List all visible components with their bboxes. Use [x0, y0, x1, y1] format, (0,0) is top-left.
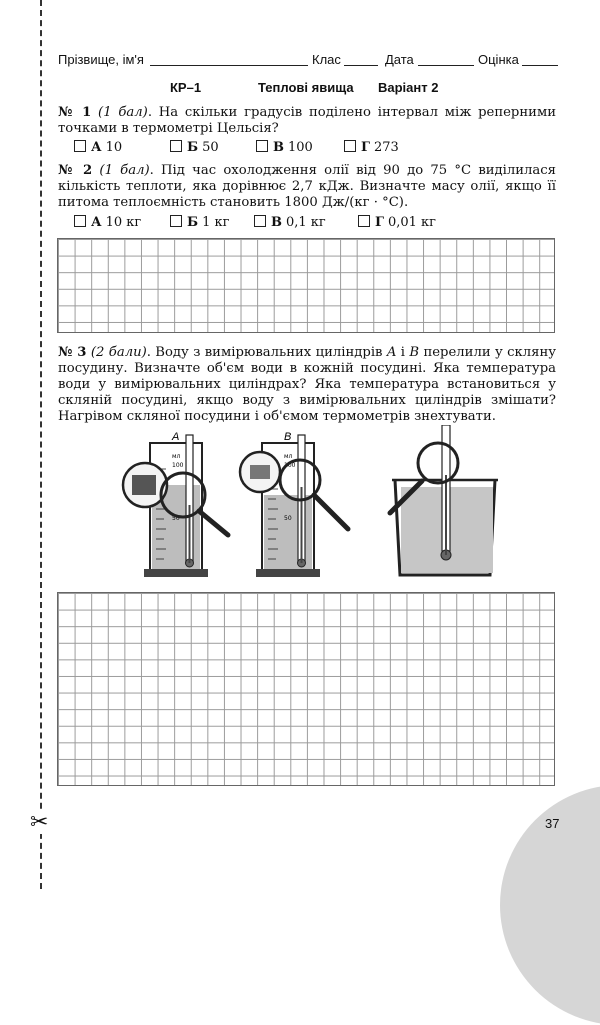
cut-line	[40, 0, 42, 889]
unit-b: мл	[284, 453, 293, 460]
class-field[interactable]	[344, 65, 378, 66]
q2-option-d[interactable]: Г 0,01 кг	[358, 215, 436, 230]
name-label: Прізвище, ім'я	[58, 52, 144, 67]
scissors-icon: ✂	[30, 810, 49, 835]
answer-grid-1[interactable]	[57, 238, 555, 333]
checkbox[interactable]	[170, 215, 182, 227]
glass-vessel	[390, 425, 498, 575]
test-variant: Варіант 2	[378, 80, 439, 95]
test-topic: Теплові явища	[258, 80, 354, 95]
q2-option-c[interactable]: В 0,1 кг	[254, 215, 326, 230]
cylinder-a	[123, 431, 228, 577]
q2-points: (1 бал)	[99, 163, 150, 178]
checkbox[interactable]	[74, 140, 86, 152]
test-code: КР–1	[170, 80, 202, 95]
grade-field[interactable]	[522, 65, 558, 66]
name-field[interactable]	[150, 65, 308, 66]
q1-number: № 1	[58, 105, 92, 120]
checkbox[interactable]	[170, 140, 182, 152]
svg-text:50: 50	[284, 515, 292, 522]
class-label: Клас	[312, 52, 341, 67]
checkbox[interactable]	[254, 215, 266, 227]
q3-number: № 3	[58, 345, 87, 360]
q2-option-b[interactable]: Б 1 кг	[170, 215, 229, 230]
question-3: № 3 (2 бали). Воду з вимірювальних циліндрів A і B перелили у скляну посудину. Визначте об'єм води в кожній посудині. Яка температура води у вимірювальних циліндрах? Яка температура встановиться у скляній посудині, якщо воду з вимірювальних циліндрів змішати? Нагрівом скляної посудини і об'ємом термометрів знехтувати.	[58, 345, 556, 424]
svg-text:100: 100	[284, 462, 296, 469]
cylinder-b	[240, 431, 348, 577]
measuring-cylinders-illustration	[100, 425, 560, 580]
q2-option-a[interactable]: А 10 кг	[74, 215, 141, 230]
checkbox[interactable]	[358, 215, 370, 227]
question-1	[58, 105, 556, 137]
date-field[interactable]	[418, 65, 474, 66]
q1-options	[74, 140, 514, 156]
grade-label: Оцінка	[478, 52, 519, 67]
q2-options	[74, 215, 514, 231]
date-label: Дата	[385, 52, 414, 67]
unit-a: мл	[172, 453, 181, 460]
q3-points: (2 бали)	[90, 345, 147, 360]
svg-text:100: 100	[172, 462, 184, 469]
checkbox[interactable]	[74, 215, 86, 227]
q2-text: . Під час охолодження олії від 90 до 75 °С виділилася кількість теплоти, яка дорівнює 2,7 кДж. Визначте масу олії, якщо її питома теплоємність становить 1800 Дж/(кг · °С).	[58, 163, 556, 210]
page-number: 37	[545, 816, 560, 831]
q1-option-c[interactable]: В 100	[256, 140, 313, 155]
svg-text:50: 50	[172, 515, 180, 522]
q1-option-a[interactable]: А 10	[74, 140, 122, 155]
student-info-line	[58, 50, 558, 70]
q2-number: № 2	[58, 163, 93, 178]
label-a: A	[172, 431, 180, 443]
question-2	[58, 163, 556, 211]
q1-points: (1 бал)	[98, 105, 148, 120]
q1-text: . На скільки градусів поділено інтервал між реперними точками в термометрі Цельсія?	[58, 105, 556, 136]
checkbox[interactable]	[256, 140, 268, 152]
label-b: B	[284, 431, 292, 443]
q1-option-b[interactable]: Б 50	[170, 140, 219, 155]
checkbox[interactable]	[344, 140, 356, 152]
answer-grid-2[interactable]	[57, 592, 555, 786]
q1-option-d[interactable]: Г 273	[344, 140, 399, 155]
